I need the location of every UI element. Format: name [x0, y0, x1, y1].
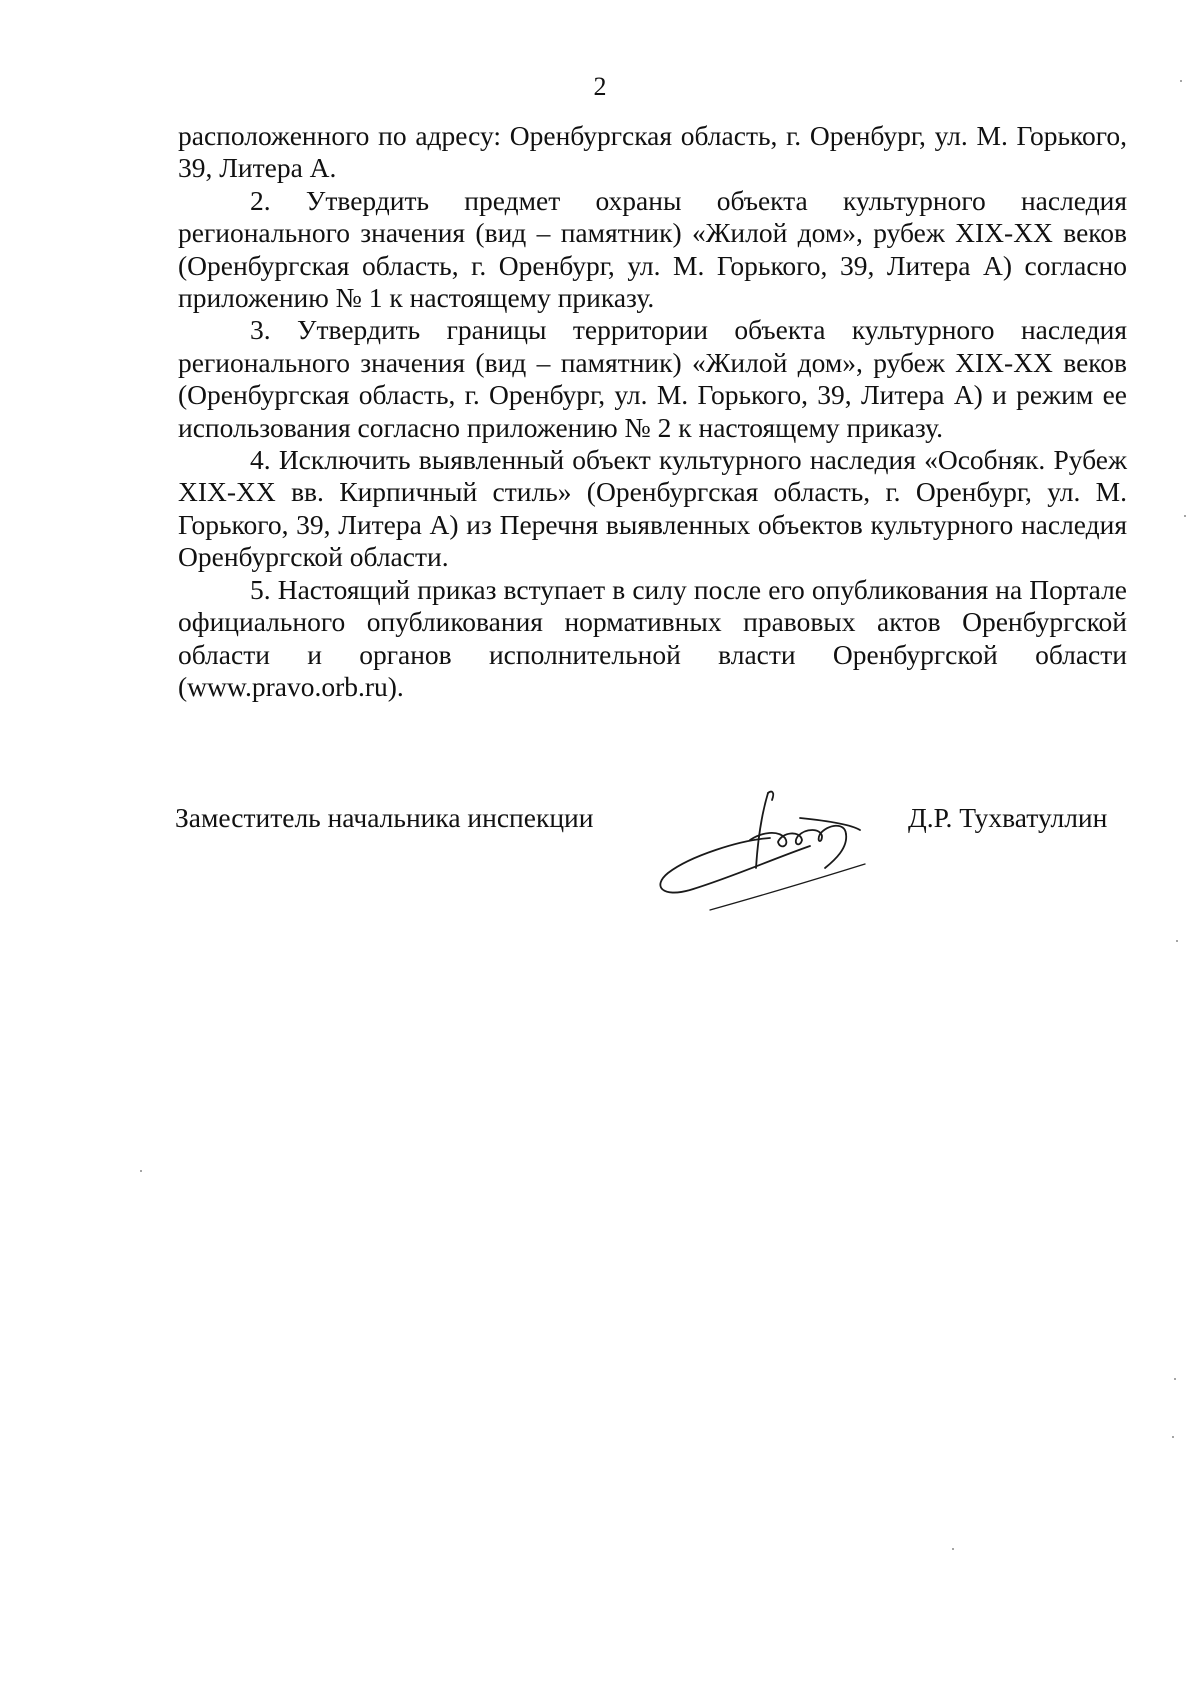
page-number: 2 — [593, 72, 607, 101]
scan-speck — [1184, 515, 1186, 517]
signer-title: Заместитель начальника инспекции — [175, 802, 594, 833]
scan-speck — [140, 1170, 142, 1172]
scan-speck — [1174, 1378, 1176, 1380]
paragraph-item-4: 4. Исключить выявленный объект культурного наследия «Особняк. Рубеж XIX-XX вв. Кирпичный стиль» (Оренбургская область, г. Оренбург, ул. М. Горького, 39, Литера А) из Перечня выявленных объектов культурного наследия Оренбургской области. — [178, 444, 1127, 573]
paragraph-item-3: 3. Утвердить границы территории объекта культурного наследия регионального значения (вид – памятник) «Жилой дом», рубеж XIX-XX веков (Оренбургская область, г. Оренбург, ул. М. Горького, 39, Литера А) и режим ее использования согласно приложению № 2 к настоящему приказу. — [178, 314, 1127, 443]
document-body — [178, 120, 1127, 703]
handwritten-signature — [650, 778, 900, 918]
signature-block — [0, 790, 1200, 940]
scan-speck — [1172, 1436, 1174, 1438]
scan-speck — [1180, 80, 1182, 82]
paragraph-item-2: 2. Утвердить предмет охраны объекта культурного наследия регионального значения (вид – памятник) «Жилой дом», рубеж XIX-XX веков (Оренбургская область, г. Оренбург, ул. М. Горького, 39, Литера А) согласно приложению № 1 к настоящему приказу. — [178, 184, 1127, 314]
paragraph-item-5: 5. Настоящий приказ вступает в силу после его опубликования на Портале официального опубликования нормативных правовых актов Оренбургской области и органов исполнительной власти Оренбургской области (www.pravo.orb.ru). — [178, 573, 1127, 702]
scan-speck — [1176, 940, 1178, 942]
paragraph-continuation: расположенного по адресу: Оренбургская область, г. Оренбург, ул. М. Горького, 39, Литера А. — [178, 120, 1127, 184]
scan-speck — [952, 1548, 954, 1550]
signer-name: Д.Р. Тухватуллин — [908, 802, 1108, 833]
